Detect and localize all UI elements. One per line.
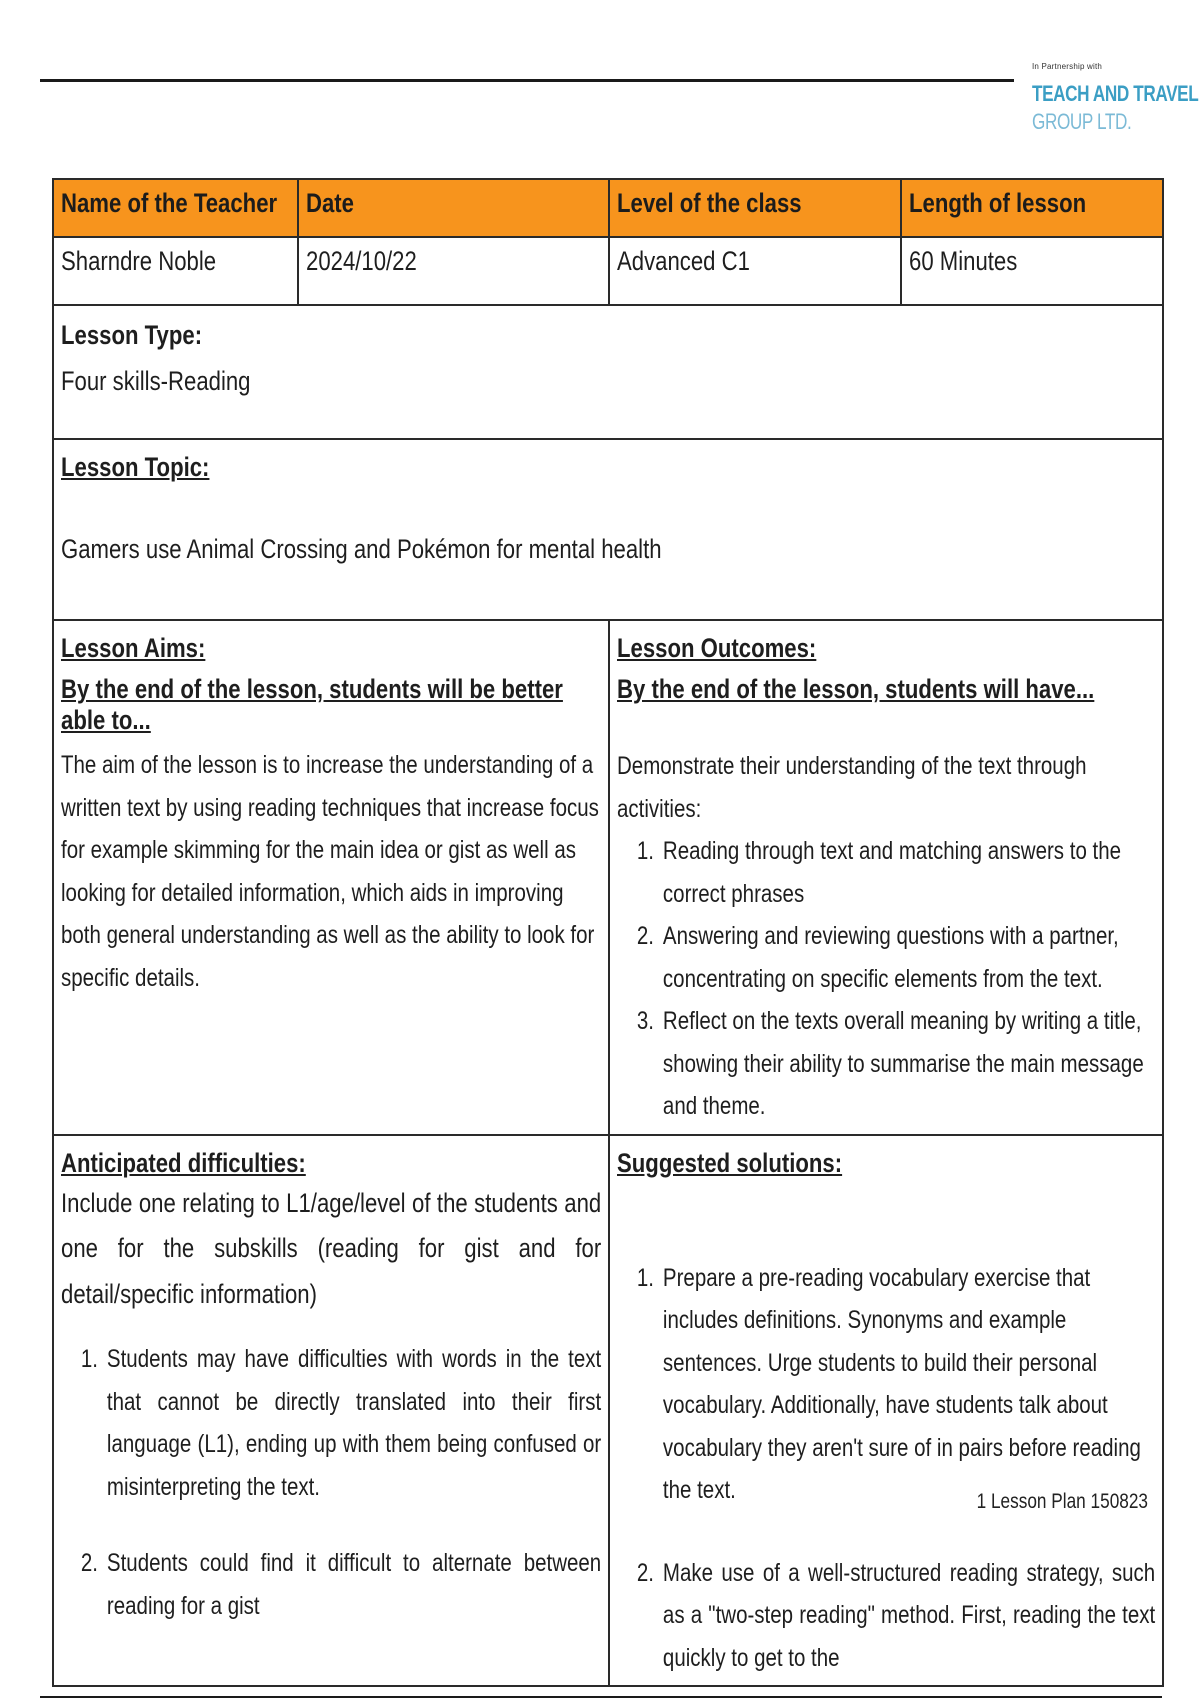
date-value: 2024/10/22 [306, 246, 417, 276]
lesson-topic-cell [53, 439, 1163, 620]
length-value: 60 Minutes [909, 246, 1018, 276]
level-label-cell [609, 179, 901, 237]
lesson-type-value: Four skills-Reading [61, 366, 251, 396]
length-label-cell [901, 179, 1163, 237]
difficulty-item: 1. Students may have difficulties with words in the text that cannot be directly translated into their first language (L1), ending up with them being confused or misinterpreting the text. [104, 1338, 602, 1508]
lesson-outcomes-subheading: By the end of the lesson, students will have... [617, 674, 1095, 704]
difficulties-instruction: Include one relating to L1/age/level of the students and one for the subskills (reading for gist and for detail/specific information) [61, 1187, 602, 1310]
lesson-topic-value: Gamers use Animal Crossing and Pokémon for mental health [61, 534, 662, 564]
lesson-aims-text: The aim of the lesson is to increase the understanding of a written text by using reading techniques that increase focus for example skimming for the main idea or gist as well as looking for detailed information, which aids in improving both general understanding as well as the ability to look for specific details. [61, 751, 599, 992]
lesson-outcomes-intro: Demonstrate their understanding of the text through activities: [617, 752, 1087, 823]
teacher-value: Sharndre Noble [61, 246, 217, 276]
date-value-cell [298, 237, 609, 305]
logo-line-2: GROUP LTD. [1032, 109, 1132, 134]
difficulties-cell [53, 1135, 609, 1687]
partner-logo [1032, 62, 1199, 135]
header-rule [40, 79, 1014, 82]
lesson-aims-cell [53, 620, 609, 1135]
lesson-outcomes-list [617, 830, 1155, 1128]
difficulty-item: 2. Students could find it difficult to alternate between reading for a gist [104, 1542, 602, 1627]
lesson-outcomes-label: Lesson Outcomes: [617, 633, 817, 663]
difficulties-label: Anticipated difficulties: [61, 1147, 306, 1178]
level-value: Advanced C1 [617, 246, 750, 276]
values-row [53, 237, 1163, 305]
lesson-topic-label: Lesson Topic: [61, 452, 210, 482]
level-label: Level of the class [617, 188, 802, 218]
lesson-type-row [53, 305, 1163, 439]
teacher-label: Name of the Teacher [61, 188, 278, 218]
lesson-outcomes-cell [609, 620, 1163, 1135]
header-row [53, 179, 1163, 237]
solutions-cell [609, 1135, 1163, 1687]
teacher-label-cell [53, 179, 298, 237]
level-value-cell [609, 237, 901, 305]
lesson-aims-label: Lesson Aims: [61, 633, 206, 663]
length-value-cell [901, 237, 1163, 305]
date-label-cell [298, 179, 609, 237]
solutions-label: Suggested solutions: [617, 1147, 843, 1178]
solutions-list [617, 1257, 1155, 1680]
lesson-type-label: Lesson Type: [61, 320, 203, 350]
teacher-value-cell [53, 237, 298, 305]
logo-line-1: TEACH AND TRAVEL [1032, 81, 1199, 106]
page-footer: 1 Lesson Plan 150823 [976, 1490, 1148, 1513]
lesson-topic-row [53, 439, 1163, 620]
logo-partner-text: In Partnership with [1032, 62, 1103, 71]
lesson-aims-subheading: By the end of the lesson, students will be better able to... [61, 674, 563, 735]
aims-outcomes-row [53, 620, 1163, 1135]
lesson-type-cell [53, 305, 1163, 439]
outcome-item: 2. Answering and reviewing questions with a partner, concentrating on specific elements from the text. [660, 915, 1156, 1000]
outcome-item: 1. Reading through text and matching answers to the correct phrases [660, 830, 1156, 915]
date-label: Date [306, 188, 354, 218]
difficulties-solutions-row [53, 1135, 1163, 1687]
length-label: Length of lesson [909, 188, 1087, 218]
difficulties-list [61, 1338, 601, 1627]
solution-item: 2. Make use of a well-structured reading strategy, such as a "two-step reading" method. First, reading the text quickly to get to the [660, 1552, 1156, 1680]
lesson-plan-table [52, 178, 1164, 1687]
solution-item: 1. Prepare a pre-reading vocabulary exercise that includes definitions. Synonyms and example sentences. Urge students to build their personal vocabulary. Additionally, have students talk about vocabulary they aren't sure of in pairs before reading the text. [660, 1257, 1156, 1512]
footer-rule [40, 1696, 1162, 1698]
outcome-item: 3. Reflect on the texts overall meaning by writing a title, showing their ability to summarise the main message and theme. [660, 1000, 1156, 1128]
